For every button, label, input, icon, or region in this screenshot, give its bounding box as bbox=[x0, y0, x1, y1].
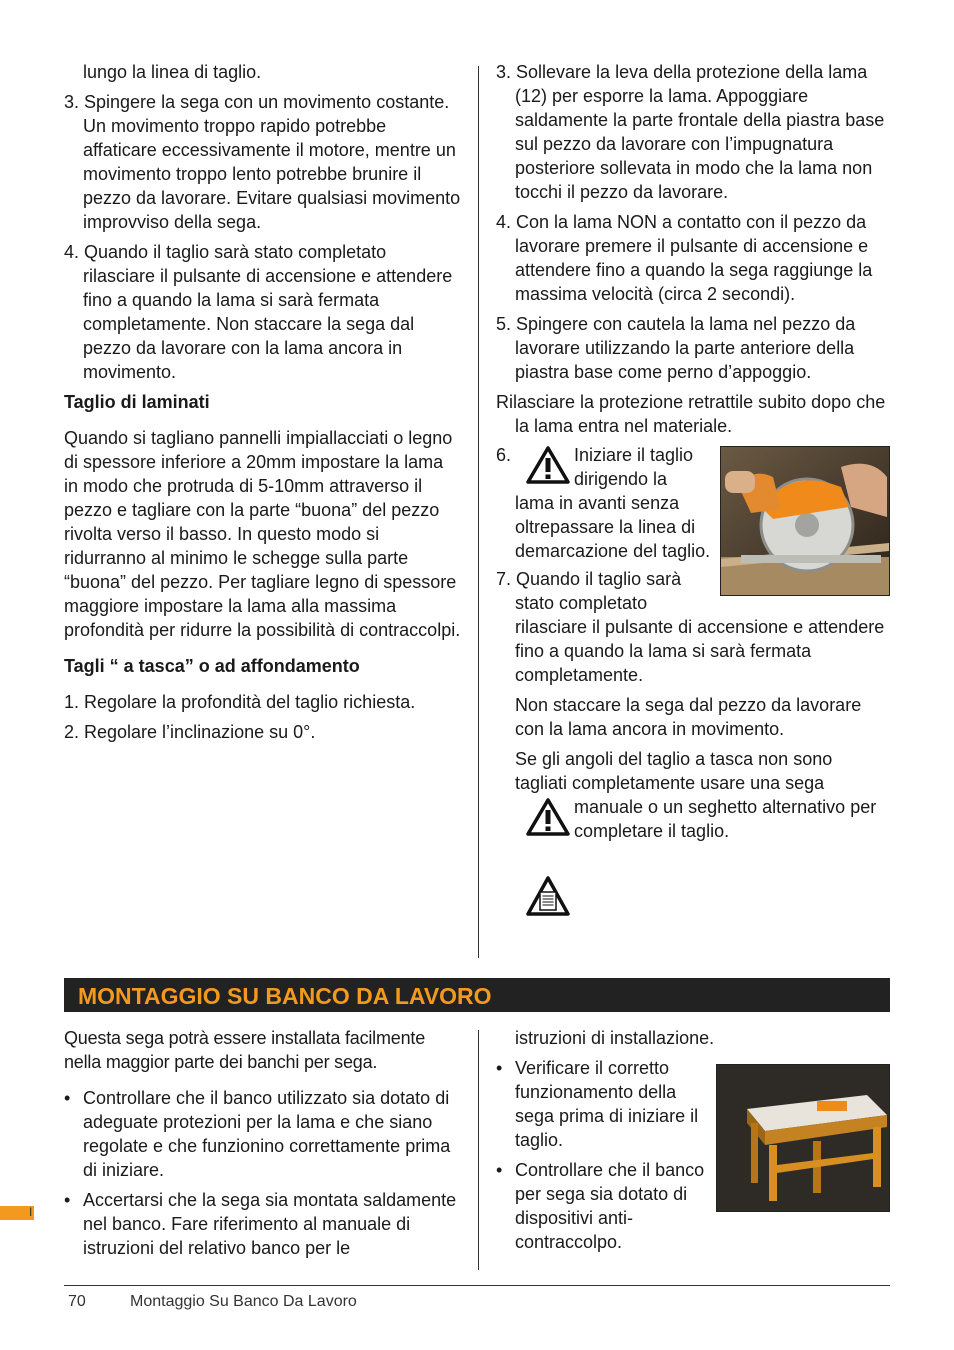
left-step-3: 3. Spingere la sega con un movimento costante. Un movimento troppo rapido potrebbe affaticare eccessivamente il motore, mentre un movimento troppo lento potrebbe brunire il pezzo da lavorare. Evitare qualsiasi movimento improvviso della sega. bbox=[64, 92, 461, 232]
step-7-top bbox=[496, 567, 716, 615]
circular-saw-photo bbox=[720, 446, 890, 596]
footer-section-name: Montaggio Su Banco Da Lavoro bbox=[130, 1293, 357, 1310]
step-6-text-top bbox=[574, 443, 714, 491]
heading-tasca: Tagli “ a tasca” o ad affondamento bbox=[64, 656, 360, 676]
warning-triangle-icon bbox=[526, 798, 570, 836]
step-7-corners: Se gli angoli del taglio a tasca non sono tagliati completamente usare una sega bbox=[515, 749, 833, 793]
section-title: MONTAGGIO SU BANCO DA LAVORO bbox=[78, 983, 492, 1009]
step-6-line-d: oltrepassare la linea di bbox=[515, 517, 696, 537]
right-column bbox=[496, 60, 890, 444]
lower-right-cont bbox=[515, 1026, 890, 1050]
step-7-line-a: 7. Quando il taglio sarà bbox=[496, 569, 682, 589]
heading-laminati: Taglio di laminati bbox=[64, 392, 210, 412]
tasca-step-2: 2. Regolare l’inclinazione su 0°. bbox=[64, 722, 316, 742]
section-banner bbox=[64, 978, 890, 1012]
column-divider-top bbox=[478, 66, 479, 958]
section-intro: Questa sega potrà essere installata facilmente nella maggior parte dei banchi per sega. bbox=[64, 1028, 426, 1072]
left-column bbox=[64, 60, 462, 750]
lower-left-column bbox=[64, 1026, 462, 1260]
step-6-line-b: dirigendo la bbox=[574, 469, 668, 489]
language-side-tab bbox=[0, 1206, 34, 1220]
left-step-4: 4. Quando il taglio sarà stato completato rilasciare il pulsante di accensione e attendere fino a quando la lama si sarà fermata completamente. Non staccare la sega dal pezzo da lavorare con la lama ancora in movimento. bbox=[64, 242, 453, 382]
step-6-num: 6. bbox=[496, 445, 512, 465]
release-note: Rilasciare la protezione retrattile subito dopo che la lama entra nel materiale. bbox=[496, 392, 886, 436]
page-number: 70 bbox=[68, 1293, 86, 1310]
install-continuation: istruzioni di installazione. bbox=[515, 1028, 715, 1048]
tasca-step-1: 1. Regolare la profondità del taglio richiesta. bbox=[64, 692, 416, 712]
right-step-3: 3. Sollevare la leva della protezione della lama (12) per esporre la lama. Appoggiare saldamente la parte frontale della piastra base sul pezzo da lavorare con l’impugnatura posteriore sollevata in modo che la lama non tocchi il pezzo da lavorare. bbox=[496, 62, 885, 202]
bullet-item bbox=[64, 1086, 462, 1182]
step-6-line-e: demarcazione del taglio. bbox=[515, 541, 711, 561]
step-continuation: lungo la linea di taglio. bbox=[83, 62, 262, 82]
bullet-item bbox=[496, 1158, 708, 1254]
side-tab-letter: I bbox=[29, 1205, 33, 1219]
step-7-line-b: stato completato bbox=[515, 593, 648, 613]
step-6-text-bottom bbox=[515, 491, 720, 563]
step-7-tail bbox=[574, 795, 890, 843]
bullet-text: Controllare che il banco per sega sia dotato di dispositivi anti-contraccolpo. bbox=[515, 1160, 705, 1252]
warning-triangle-icon bbox=[526, 446, 570, 484]
bullet-item bbox=[64, 1188, 462, 1260]
step-7-body bbox=[515, 615, 890, 795]
step-7-release: rilasciare il pulsante di accensione e attendere fino a quando la lama si sarà fermata completamente. bbox=[515, 617, 885, 685]
right-step-5: 5. Spingere con cautela la lama nel pezzo da lavorare utilizzando la parte anteriore della piastra base come perno d’appoggio. bbox=[496, 314, 856, 382]
bullet-text: Controllare che il banco utilizzato sia dotato di adeguate protezioni per la lama e che siano regolate e che funzionino correttamente prima di iniziare. bbox=[83, 1088, 451, 1180]
column-divider-bottom bbox=[478, 1030, 479, 1270]
step-7-complete: manuale o un seghetto alternativo per completare il taglio. bbox=[574, 797, 877, 841]
step-6-line-a: Iniziare il taglio bbox=[574, 445, 694, 465]
read-manual-icon bbox=[526, 876, 570, 916]
bullet-item bbox=[496, 1056, 708, 1152]
step-6-line-c: lama in avanti senza bbox=[515, 493, 680, 513]
step-7-nostop: Non staccare la sega dal pezzo da lavorare con la lama ancora in movimento. bbox=[515, 695, 862, 739]
footer-rule bbox=[64, 1285, 890, 1286]
laminati-paragraph: Quando si tagliano pannelli impiallacciati o legno di spessore inferiore a 20mm impostare la lama in modo che protruda di 5-10mm attraverso il pezzo e tagliare con la parte “buona” del pezzo rivolta verso il basso. In questo modo si ridurranno al minimo le schegge sulla parte “buona” del pezzo. Per tagliare legno di spessore maggiore impostare la lama alla massima profondità per ridurre la possibilità di contraccolpi. bbox=[64, 428, 461, 640]
lower-right-bullets bbox=[496, 1056, 708, 1254]
bullet-text: Verificare il corretto funzionamento della sega prima di iniziare il taglio. bbox=[515, 1058, 699, 1150]
right-step-4: 4. Con la lama NON a contatto con il pezzo da lavorare premere il pulsante di accensione e attendere fino a quando la sega raggiunge la massima velocità (circa 2 secondi). bbox=[496, 212, 873, 304]
bullet-text: Accertarsi che la sega sia montata saldamente nel banco. Fare riferimento al manuale di istruzioni del relativo banco per le bbox=[83, 1190, 457, 1258]
saw-bench-photo bbox=[716, 1064, 890, 1212]
